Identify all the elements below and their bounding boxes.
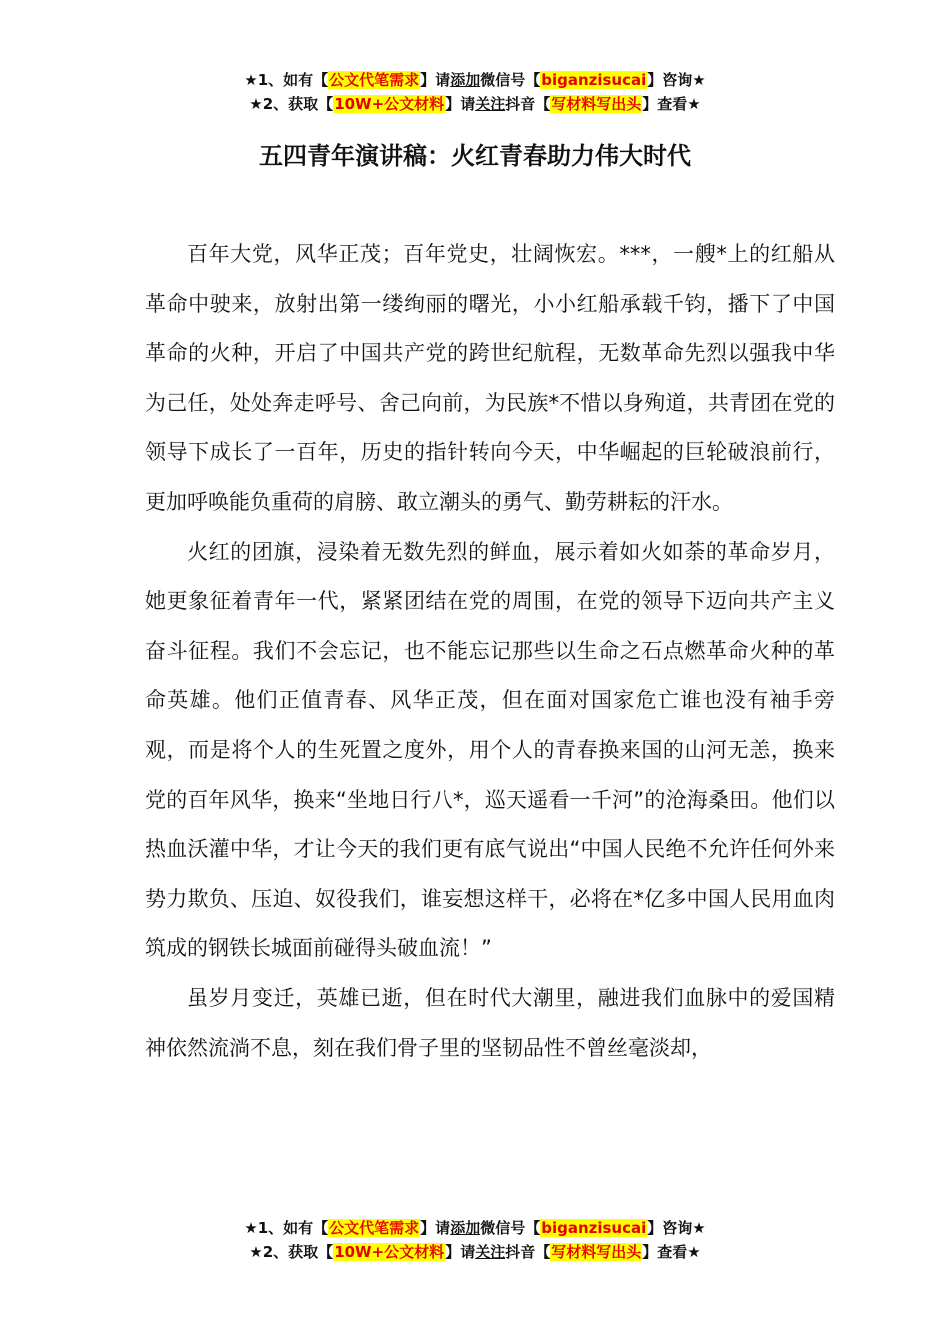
document-title: 五四青年演讲稿：火红青春助力伟大时代	[259, 142, 691, 170]
paragraph: 虽岁月变迁，英雄已逝，但在时代大潮里，融进我们血脉中的爱国精神依然流淌不息，刻在我们骨子里的坚韧品性不曾丝毫淡却，	[145, 985, 835, 1060]
notice-line-1	[0, 68, 950, 92]
notice-text: 】请	[445, 95, 476, 113]
document-body	[145, 230, 835, 1073]
notice-line-2	[0, 92, 950, 116]
notice-text: ★1、如有【	[244, 71, 329, 89]
notice-highlight-wechat-id: biganzisucai	[541, 71, 647, 89]
notice-text: 】咨询★	[647, 71, 706, 89]
notice-underlined-text: 添加	[450, 1219, 481, 1237]
notice-highlight: 10W+公文材料	[334, 95, 445, 113]
notice-highlight-douyin-id: 写材料写出头	[551, 95, 642, 113]
notice-highlight-douyin-id: 写材料写出头	[551, 1243, 642, 1261]
notice-underlined-text: 关注	[475, 95, 506, 113]
notice-highlight-wechat-id: biganzisucai	[541, 1219, 647, 1237]
notice-line-2	[0, 1240, 950, 1264]
notice-highlight: 公文代笔需求	[329, 1219, 420, 1237]
notice-text: 】请	[445, 1243, 476, 1261]
notice-text: 抖音【	[505, 95, 551, 113]
notice-underlined-text: 关注	[475, 1243, 506, 1261]
notice-line-1	[0, 1216, 950, 1240]
footer-notice	[0, 1216, 950, 1264]
notice-text: 】查看★	[642, 1243, 701, 1261]
notice-text: 抖音【	[505, 1243, 551, 1261]
notice-underlined-text: 添加	[450, 71, 481, 89]
header-notice	[0, 68, 950, 116]
notice-text: 微信号【	[480, 1219, 541, 1237]
paragraph: 百年大党，风华正茂；百年党史，壮阔恢宏。***，一艘*上的红船从革命中驶来，放射出第一缕绚丽的曙光，小小红船承载千钧，播下了中国革命的火种，开启了中国共产党的跨世纪航程，无数革命先烈以强我中华为己任，处处奔走呼号、舍己向前，为民族*不惜以身殉道，共青团在党的领导下成长了一百年，历史的指针转向今天，中华崛起的巨轮破浪前行，更加呼唤能负重荷的肩膀、敢立潮头的勇气、勤劳耕耘的汗水。	[145, 242, 835, 514]
notice-text: 】请	[420, 1219, 451, 1237]
notice-text: ★2、获取【	[249, 1243, 334, 1261]
notice-text: 】查看★	[642, 95, 701, 113]
notice-text: 】请	[420, 71, 451, 89]
notice-text: ★1、如有【	[244, 1219, 329, 1237]
notice-text: 】咨询★	[647, 1219, 706, 1237]
notice-text: 微信号【	[480, 71, 541, 89]
notice-text: ★2、获取【	[249, 95, 334, 113]
notice-highlight: 公文代笔需求	[329, 71, 420, 89]
paragraph: 火红的团旗，浸染着无数先烈的鲜血，展示着如火如荼的革命岁月，她更象征着青年一代，紧紧团结在党的周围，在党的领导下迈向共产主义奋斗征程。我们不会忘记，也不能忘记那些以生命之石点燃革命火种的革命英雄。他们正值青春、风华正茂，但在面对国家危亡谁也没有袖手旁观，而是将个人的生死置之度外，用个人的青春换来国的山河无恙，换来党的百年风华，换来“坐地日行八*，巡天遥看一千河”的沧海桑田。他们以热血沃灌中华，才让今天的我们更有底气说出“中国人民绝不允许任何外来势力欺负、压迫、奴役我们，谁妄想这样干，必将在*亿多中国人民用血肉筑成的钢铁长城面前碰得头破血流！”	[145, 539, 835, 961]
notice-highlight: 10W+公文材料	[334, 1243, 445, 1261]
